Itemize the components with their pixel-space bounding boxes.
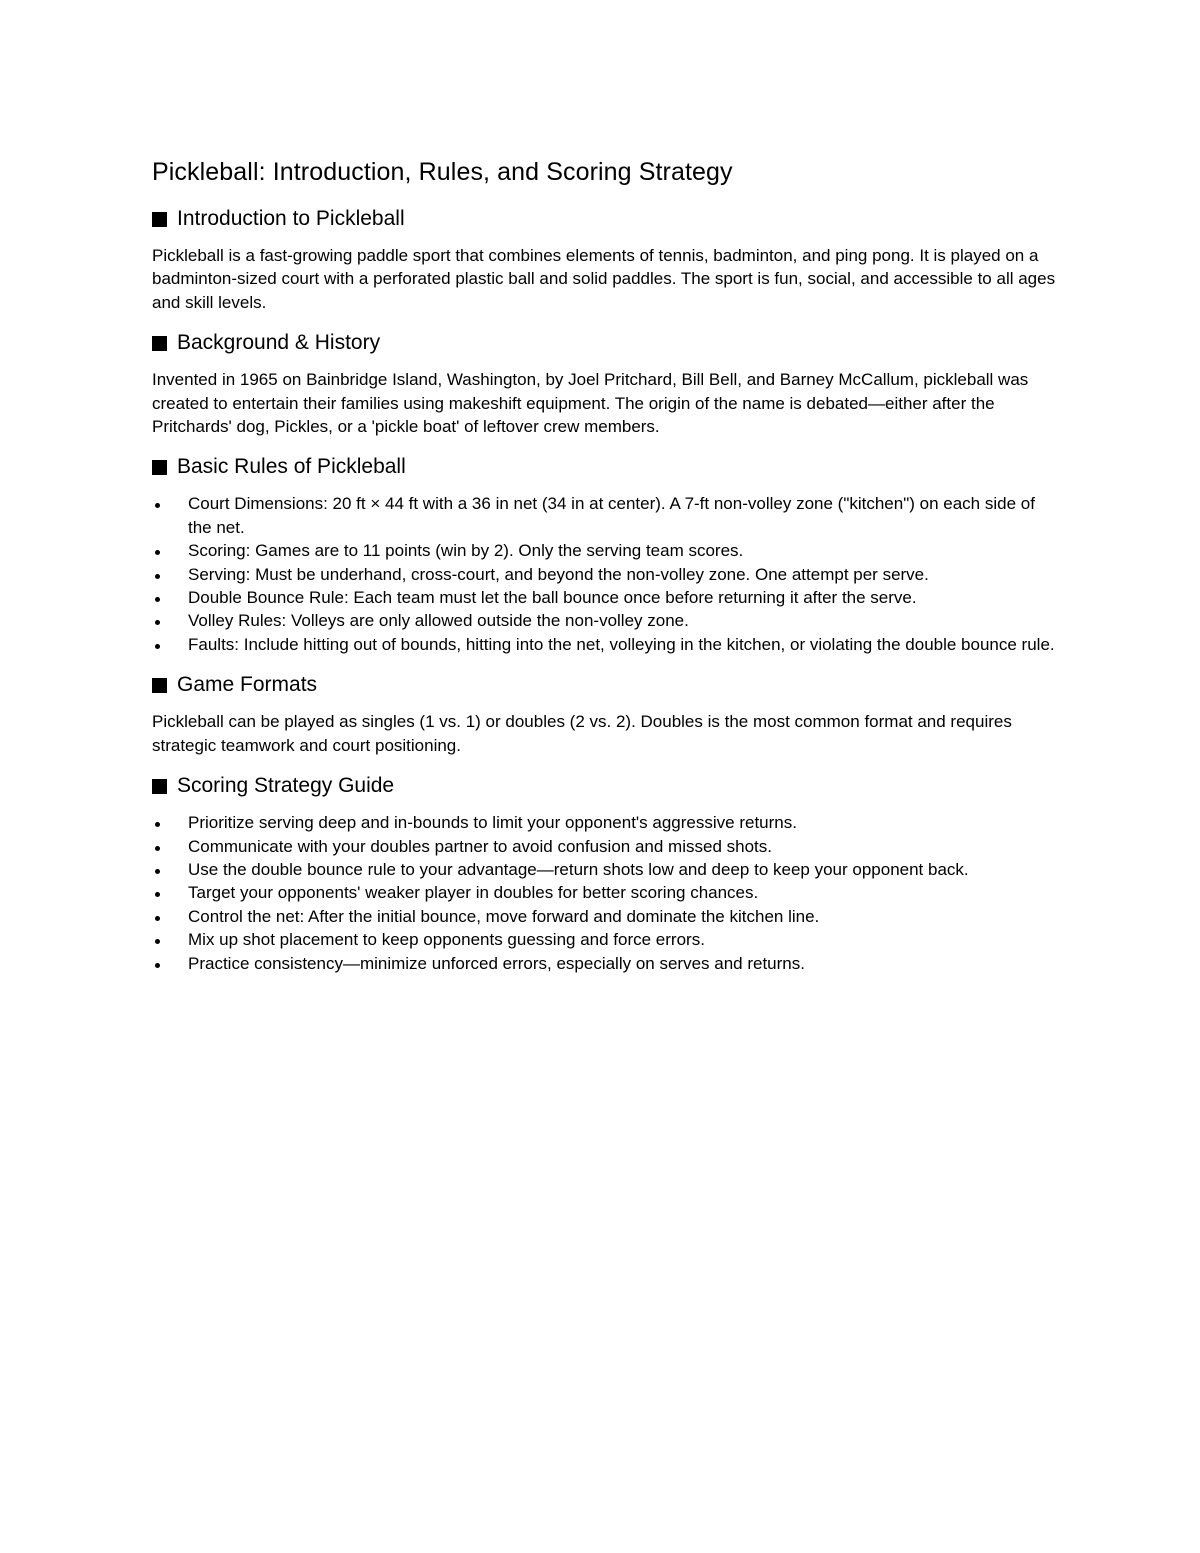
list-item-text: Control the net: After the initial bounce, move forward and dominate the kitchen line. (188, 906, 820, 926)
square-bullet-icon (152, 460, 167, 475)
history-paragraph: Invented in 1965 on Bainbridge Island, Washington, by Joel Pritchard, Bill Bell, and Barney McCallum, pickleball was created to entertain their families using makeshift equipment. The origin of the name is debated—either after the Pritchards' dog, Pickles, or a 'pickle boat' of leftover crew members. (152, 370, 1029, 437)
bullet-dot-icon (155, 846, 160, 851)
list-item (152, 858, 1057, 881)
list-item-text: Prioritize serving deep and in-bounds to limit your opponent's aggressive returns. (188, 813, 797, 833)
square-bullet-icon (152, 779, 167, 794)
list-item (152, 539, 1057, 562)
section-heading-strategy (152, 771, 1057, 801)
section-heading-text: Introduction to Pickleball (177, 207, 405, 230)
section-heading-text: Background & History (177, 331, 381, 355)
square-bullet-icon (152, 336, 167, 351)
section-heading-introduction (152, 204, 1057, 234)
list-item-text: Scoring: Games are to 11 points (win by 2). Only the serving team scores. (188, 541, 744, 561)
section-heading-text: Scoring Strategy Guide (177, 774, 395, 798)
section-history (152, 328, 1057, 438)
document-page (152, 154, 1057, 989)
square-bullet-icon (152, 678, 167, 693)
list-item (152, 952, 1057, 975)
list-item (152, 835, 1057, 858)
list-item-text: Practice consistency—minimize unforced errors, especially on serves and returns. (188, 953, 805, 973)
section-heading-rules (152, 452, 1057, 482)
rules-list (152, 492, 1057, 656)
list-item (152, 928, 1057, 951)
list-item (152, 905, 1057, 928)
list-item (152, 609, 1057, 632)
list-item (152, 563, 1057, 586)
bullet-dot-icon (155, 503, 160, 508)
bullet-dot-icon (155, 916, 160, 921)
bullet-dot-icon (155, 644, 160, 649)
list-item-text: Mix up shot placement to keep opponents guessing and force errors. (188, 930, 705, 950)
bullet-dot-icon (155, 963, 160, 968)
list-item (152, 881, 1057, 904)
list-item (152, 633, 1057, 656)
section-game-formats (152, 670, 1057, 757)
section-introduction (152, 204, 1057, 314)
list-item-text: Double Bounce Rule: Each team must let the ball bounce once before returning it after the serve. (188, 588, 917, 608)
bullet-dot-icon (155, 939, 160, 944)
bullet-dot-icon (155, 822, 160, 827)
bullet-dot-icon (155, 597, 160, 602)
square-bullet-icon (152, 212, 167, 227)
list-item (152, 811, 1057, 834)
list-item (152, 492, 1057, 539)
list-item-text: Volley Rules: Volleys are only allowed outside the non-volley zone. (188, 611, 689, 631)
list-item-text: Court Dimensions: 20 ft × 44 ft with a 36 in net (34 in at center). A 7-ft non-volley zone ("kitchen") on each side of the net. (188, 494, 1035, 537)
bullet-dot-icon (155, 892, 160, 897)
section-scoring-strategy (152, 771, 1057, 975)
bullet-dot-icon (155, 550, 160, 555)
page-title: Pickleball: Introduction, Rules, and Scoring Strategy (152, 158, 733, 186)
section-heading-history (152, 328, 1057, 358)
list-item-text: Faults: Include hitting out of bounds, hitting into the net, volleying in the kitchen, or violating the double bounce rule. (188, 634, 1055, 654)
section-heading-text: Basic Rules of Pickleball (177, 455, 406, 479)
bullet-dot-icon (155, 574, 160, 579)
section-basic-rules (152, 452, 1057, 656)
list-item-text: Target your opponents' weaker player in doubles for better scoring chances. (188, 883, 759, 903)
bullet-dot-icon (155, 869, 160, 874)
section-heading-formats (152, 670, 1057, 700)
list-item (152, 586, 1057, 609)
list-item-text: Communicate with your doubles partner to avoid confusion and missed shots. (188, 836, 772, 856)
section-heading-text: Game Formats (177, 673, 318, 697)
list-item-text: Serving: Must be underhand, cross-court, and beyond the non-volley zone. One attempt per serve. (188, 564, 929, 584)
bullet-dot-icon (155, 620, 160, 625)
intro-paragraph: Pickleball is a fast-growing paddle sport that combines elements of tennis, badminton, and ping pong. It is played on a badminton-sized court with a perforated plastic ball and solid paddles. The sport is fun, social, and accessible to all ages and skill levels. (152, 246, 1056, 312)
formats-paragraph: Pickleball can be played as singles (1 vs. 1) or doubles (2 vs. 2). Doubles is the most common format and requires strategic teamwork and court positioning. (152, 712, 1012, 755)
strategy-list (152, 811, 1057, 975)
list-item-text: Use the double bounce rule to your advantage—return shots low and deep to keep your opponent back. (188, 859, 969, 879)
